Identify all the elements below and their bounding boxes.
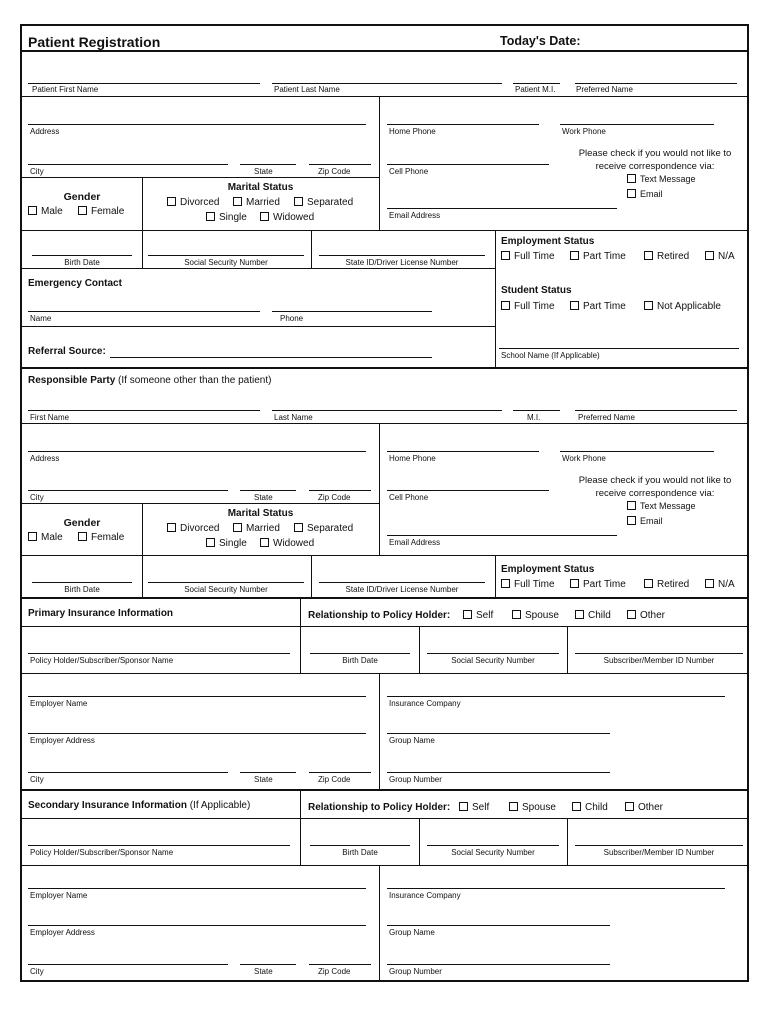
preferred-name-label: Preferred Name	[576, 85, 633, 94]
secondary-city-label: City	[30, 967, 44, 976]
divider	[22, 230, 749, 231]
rp-emp-na-option[interactable]	[705, 579, 735, 591]
ssn-label: Social Security Number	[184, 258, 268, 267]
secondary-child-option[interactable]	[572, 802, 608, 814]
divider	[567, 626, 568, 673]
male-label: Male	[41, 532, 63, 543]
rp-marital-status-heading: Marital Status	[227, 508, 294, 519]
rp-state-id-label: State ID/Driver License Number	[345, 585, 459, 594]
text-message-option[interactable]	[627, 174, 696, 185]
emp-part-time-option[interactable]	[570, 251, 626, 263]
part-time-label: Part Time	[583, 251, 626, 262]
rp-single-option[interactable]	[206, 538, 247, 550]
divider	[379, 423, 380, 555]
rp-last-name-field[interactable]	[272, 410, 502, 411]
single-label: Single	[219, 538, 247, 549]
school-name-label: School Name (If Applicable)	[501, 351, 600, 360]
email-label: Email	[640, 189, 663, 199]
female-label: Female	[91, 532, 125, 543]
secondary-zip-label: Zip Code	[318, 967, 351, 976]
emergency-contact-heading: Emergency Contact	[28, 278, 122, 289]
email-label: Email	[640, 516, 663, 526]
secondary-heading-text: Secondary Insurance Information	[28, 800, 187, 811]
rp-email-address-field[interactable]	[387, 535, 617, 536]
cell-phone-label: Cell Phone	[389, 167, 429, 176]
responsible-heading-text: Responsible Party	[28, 375, 116, 386]
checkbox[interactable]	[28, 532, 37, 541]
checkbox[interactable]	[167, 523, 176, 532]
secondary-relationship-label: Relationship to Policy Holder:	[308, 802, 451, 813]
rp-email-address-label: Email Address	[389, 538, 441, 547]
last-name-label: Patient Last Name	[274, 85, 340, 94]
marital-status-heading: Marital Status	[227, 182, 294, 193]
single-option[interactable]	[206, 212, 247, 224]
divorced-label: Divorced	[180, 197, 220, 208]
secondary-group-number-field[interactable]	[387, 964, 610, 965]
checkbox[interactable]	[644, 301, 653, 310]
student-status-heading: Student Status	[501, 285, 572, 296]
checkbox[interactable]	[167, 197, 176, 206]
checkbox[interactable]	[459, 802, 468, 811]
home-phone-label: Home Phone	[389, 127, 436, 136]
primary-policy-holder-field[interactable]	[28, 653, 290, 654]
primary-group-name-label: Group Name	[389, 736, 435, 745]
checkbox[interactable]	[206, 538, 215, 547]
rp-male-option[interactable]	[28, 532, 63, 544]
referral-source-field[interactable]	[110, 357, 432, 358]
referral-source-label: Referral Source:	[28, 346, 106, 357]
checkbox[interactable]	[501, 579, 510, 588]
secondary-employer-address-field[interactable]	[28, 925, 366, 926]
rp-first-name-field[interactable]	[28, 410, 260, 411]
responsible-heading-note: (If someone other than the patient)	[118, 375, 272, 386]
married-label: Married	[246, 197, 280, 208]
secondary-self-option[interactable]	[459, 802, 489, 814]
home-phone-field[interactable]	[387, 124, 539, 125]
checkbox[interactable]	[570, 301, 579, 310]
checkbox[interactable]	[260, 212, 269, 221]
checkbox[interactable]	[233, 197, 242, 206]
birth-date-label: Birth Date	[64, 258, 100, 267]
state-id-label: State ID/Driver License Number	[345, 258, 459, 267]
checkbox[interactable]	[233, 523, 242, 532]
rp-married-option[interactable]	[233, 523, 280, 535]
primary-member-id-label: Subscriber/Member ID Number	[603, 656, 715, 665]
address-label: Address	[30, 127, 60, 136]
checkbox[interactable]	[627, 501, 636, 510]
rp-cell-phone-field[interactable]	[387, 490, 549, 491]
part-time-label: Part Time	[583, 579, 626, 590]
primary-insurance-heading: Primary Insurance Information	[28, 608, 174, 619]
divider	[22, 789, 749, 791]
zip-label: Zip Code	[318, 167, 351, 176]
checkbox[interactable]	[501, 251, 510, 260]
checkbox[interactable]	[260, 538, 269, 547]
divider	[22, 96, 749, 97]
male-option[interactable]	[28, 206, 63, 218]
primary-employer-name-field[interactable]	[28, 696, 366, 697]
secondary-ssn-label: Social Security Number	[451, 848, 535, 857]
employment-status-heading: Employment Status	[501, 236, 595, 247]
checkbox[interactable]	[206, 212, 215, 221]
page-title: Patient Registration	[28, 34, 161, 50]
primary-ssn-label: Social Security Number	[451, 656, 535, 665]
state-field[interactable]	[240, 164, 296, 165]
rp-ssn-field[interactable]	[148, 582, 304, 583]
cell-phone-field[interactable]	[387, 164, 549, 165]
rp-cell-phone-label: Cell Phone	[389, 493, 429, 502]
rp-separated-option[interactable]	[294, 523, 353, 535]
rp-last-name-label: Last Name	[274, 413, 313, 422]
correspondence-note-1: Please check if you would not like to	[578, 148, 732, 159]
registration-form	[20, 24, 749, 982]
divider	[419, 626, 420, 673]
correspondence-note-2: receive correspondence via:	[595, 161, 715, 172]
address-field[interactable]	[28, 124, 366, 125]
rp-correspondence-note-2: receive correspondence via:	[595, 488, 715, 499]
checkbox[interactable]	[512, 610, 521, 619]
primary-member-id-field[interactable]	[575, 653, 743, 654]
rp-employment-status-heading: Employment Status	[501, 564, 595, 575]
rp-emp-retired-option[interactable]	[644, 579, 689, 591]
primary-state-field[interactable]	[240, 772, 296, 773]
divider	[300, 791, 301, 865]
divider	[22, 423, 749, 424]
na-label: N/A	[718, 251, 735, 262]
divider	[495, 555, 496, 597]
primary-birth-date-field[interactable]	[310, 653, 410, 654]
secondary-state-field[interactable]	[240, 964, 296, 965]
self-label: Self	[472, 802, 490, 813]
state-id-field[interactable]	[319, 255, 485, 256]
rp-preferred-name-label: Preferred Name	[578, 413, 635, 422]
rp-zip-label: Zip Code	[318, 493, 351, 502]
rp-home-phone-label: Home Phone	[389, 454, 436, 463]
primary-policy-holder-label: Policy Holder/Subscriber/Sponsor Name	[30, 656, 174, 665]
student-full-time-option[interactable]	[501, 301, 555, 313]
divider	[142, 230, 143, 268]
primary-state-label: State	[254, 775, 273, 784]
rp-work-phone-label: Work Phone	[562, 454, 606, 463]
separated-label: Separated	[307, 197, 354, 208]
secondary-spouse-option[interactable]	[509, 802, 556, 814]
secondary-policy-holder-field[interactable]	[28, 845, 290, 846]
checkbox[interactable]	[627, 610, 636, 619]
primary-zip-label: Zip Code	[318, 775, 351, 784]
checkbox[interactable]	[294, 197, 303, 206]
widowed-label: Widowed	[273, 212, 315, 223]
secondary-city-field[interactable]	[28, 964, 228, 965]
divider	[379, 865, 380, 982]
email-address-field[interactable]	[387, 208, 617, 209]
checkbox[interactable]	[575, 610, 584, 619]
birth-date-field[interactable]	[32, 255, 132, 256]
checkbox[interactable]	[78, 206, 87, 215]
city-label: City	[30, 167, 44, 176]
rp-mi-label: M.I.	[527, 413, 541, 422]
primary-group-name-field[interactable]	[387, 733, 610, 734]
divorced-option[interactable]	[167, 197, 219, 209]
emergency-name-label: Name	[30, 314, 52, 323]
divider	[22, 818, 749, 819]
divider	[22, 177, 379, 178]
full-time-label: Full Time	[514, 579, 555, 590]
part-time-label: Part Time	[583, 301, 626, 312]
primary-employer-address-field[interactable]	[28, 733, 366, 734]
divider	[22, 673, 749, 674]
emergency-phone-label: Phone	[280, 314, 304, 323]
divider	[300, 599, 301, 673]
divider	[22, 268, 495, 269]
secondary-member-id-field[interactable]	[575, 845, 743, 846]
divider	[22, 503, 379, 504]
checkbox[interactable]	[705, 251, 714, 260]
primary-zip-field[interactable]	[309, 772, 371, 773]
divider	[379, 96, 380, 230]
rp-widowed-option[interactable]	[260, 538, 314, 550]
rp-first-name-label: First Name	[30, 413, 70, 422]
text-message-label: Text Message	[640, 501, 696, 511]
secondary-other-option[interactable]	[625, 802, 663, 814]
female-option[interactable]	[78, 206, 124, 218]
secondary-state-label: State	[254, 967, 273, 976]
self-label: Self	[476, 610, 494, 621]
retired-label: Retired	[657, 579, 690, 590]
state-label: State	[254, 167, 273, 176]
spouse-label: Spouse	[522, 802, 556, 813]
rp-state-field[interactable]	[240, 490, 296, 491]
emergency-name-field[interactable]	[28, 311, 260, 312]
married-label: Married	[246, 523, 280, 534]
rp-birth-date-label: Birth Date	[64, 585, 100, 594]
primary-other-option[interactable]	[627, 610, 665, 622]
secondary-group-name-field[interactable]	[387, 925, 610, 926]
primary-city-field[interactable]	[28, 772, 228, 773]
emp-full-time-option[interactable]	[501, 251, 555, 263]
primary-group-number-label: Group Number	[389, 775, 442, 784]
last-name-field[interactable]	[272, 83, 502, 84]
checkbox[interactable]	[28, 206, 37, 215]
checkbox[interactable]	[570, 579, 579, 588]
mi-field[interactable]	[513, 83, 560, 84]
rp-female-option[interactable]	[78, 532, 124, 544]
child-label: Child	[588, 610, 611, 621]
rp-city-field[interactable]	[28, 490, 228, 491]
school-name-field[interactable]	[499, 348, 739, 349]
full-time-label: Full Time	[514, 251, 555, 262]
primary-group-number-field[interactable]	[387, 772, 610, 773]
widowed-label: Widowed	[273, 538, 315, 549]
mi-label: Patient M.I.	[515, 85, 556, 94]
rp-work-phone-field[interactable]	[560, 451, 714, 452]
primary-employer-name-label: Employer Name	[30, 699, 88, 708]
divider	[22, 50, 749, 52]
primary-spouse-option[interactable]	[512, 610, 559, 622]
female-label: Female	[91, 206, 125, 217]
not-applicable-label: Not Applicable	[657, 301, 721, 312]
secondary-policy-holder-label: Policy Holder/Subscriber/Sponsor Name	[30, 848, 174, 857]
rp-divorced-option[interactable]	[167, 523, 219, 535]
retired-label: Retired	[657, 251, 690, 262]
checkbox[interactable]	[705, 579, 714, 588]
divider	[311, 230, 312, 268]
secondary-employer-name-label: Employer Name	[30, 891, 88, 900]
secondary-employer-name-field[interactable]	[28, 888, 366, 889]
other-label: Other	[640, 610, 666, 621]
secondary-insurance-company-field[interactable]	[387, 888, 725, 889]
ssn-field[interactable]	[148, 255, 304, 256]
rp-home-phone-field[interactable]	[387, 451, 539, 452]
divider	[495, 230, 496, 367]
rp-address-label: Address	[30, 454, 60, 463]
email-address-label: Email Address	[389, 211, 441, 220]
divider	[419, 818, 420, 865]
separated-label: Separated	[307, 523, 354, 534]
rp-gender-heading: Gender	[63, 517, 101, 529]
rp-state-id-field[interactable]	[319, 582, 485, 583]
checkbox[interactable]	[625, 802, 634, 811]
student-not-applicable-option[interactable]	[644, 301, 721, 313]
rp-state-label: State	[254, 493, 273, 502]
primary-child-option[interactable]	[575, 610, 611, 622]
first-name-label: Patient First Name	[32, 85, 99, 94]
emp-na-option[interactable]	[705, 251, 735, 263]
city-field[interactable]	[28, 164, 228, 165]
divider	[22, 597, 749, 599]
secondary-birth-date-field[interactable]	[310, 845, 410, 846]
divider	[567, 818, 568, 865]
primary-city-label: City	[30, 775, 44, 784]
primary-self-option[interactable]	[463, 610, 493, 622]
zip-field[interactable]	[309, 164, 371, 165]
divider	[142, 555, 143, 597]
married-option[interactable]	[233, 197, 280, 209]
work-phone-field[interactable]	[560, 124, 714, 125]
rp-preferred-name-field[interactable]	[575, 410, 737, 411]
responsible-party-heading	[28, 375, 271, 387]
secondary-group-number-label: Group Number	[389, 967, 442, 976]
rp-address-field[interactable]	[28, 451, 366, 452]
secondary-heading-note: (If Applicable)	[189, 800, 251, 811]
single-label: Single	[219, 212, 247, 223]
divider	[22, 865, 749, 866]
checkbox[interactable]	[644, 579, 653, 588]
rp-correspondence-note-1: Please check if you would not like to	[578, 475, 732, 486]
rp-zip-field[interactable]	[309, 490, 371, 491]
rp-text-message-option[interactable]	[627, 501, 696, 512]
checkbox[interactable]	[294, 523, 303, 532]
widowed-option[interactable]	[260, 212, 314, 224]
secondary-group-name-label: Group Name	[389, 928, 435, 937]
checkbox[interactable]	[501, 301, 510, 310]
primary-birth-date-label: Birth Date	[342, 656, 378, 665]
text-message-label: Text Message	[640, 174, 696, 184]
preferred-name-field[interactable]	[575, 83, 737, 84]
secondary-employer-address-label: Employer Address	[30, 928, 95, 937]
rp-ssn-label: Social Security Number	[184, 585, 268, 594]
secondary-insurance-heading	[28, 800, 250, 812]
secondary-member-id-label: Subscriber/Member ID Number	[603, 848, 715, 857]
checkbox[interactable]	[627, 174, 636, 183]
checkbox[interactable]	[627, 516, 636, 525]
email-option[interactable]	[627, 189, 663, 200]
divider	[22, 626, 749, 627]
rp-emp-full-time-option[interactable]	[501, 579, 555, 591]
primary-ssn-field[interactable]	[427, 653, 559, 654]
divorced-label: Divorced	[180, 523, 220, 534]
divider	[379, 673, 380, 789]
divider	[311, 555, 312, 597]
checkbox[interactable]	[627, 189, 636, 198]
emp-retired-option[interactable]	[644, 251, 689, 263]
rp-emp-part-time-option[interactable]	[570, 579, 626, 591]
secondary-zip-field[interactable]	[309, 964, 371, 965]
secondary-insurance-company-label: Insurance Company	[389, 891, 461, 900]
child-label: Child	[585, 802, 608, 813]
divider	[22, 555, 749, 556]
separated-option[interactable]	[294, 197, 353, 209]
checkbox[interactable]	[463, 610, 472, 619]
gender-heading: Gender	[63, 191, 101, 203]
divider	[22, 367, 749, 369]
secondary-ssn-field[interactable]	[427, 845, 559, 846]
first-name-field[interactable]	[28, 83, 260, 84]
checkbox[interactable]	[78, 532, 87, 541]
spouse-label: Spouse	[525, 610, 559, 621]
checkbox[interactable]	[570, 251, 579, 260]
checkbox[interactable]	[644, 251, 653, 260]
divider	[22, 326, 495, 327]
primary-insurance-company-field[interactable]	[387, 696, 725, 697]
work-phone-label: Work Phone	[562, 127, 606, 136]
secondary-birth-date-label: Birth Date	[342, 848, 378, 857]
checkbox[interactable]	[572, 802, 581, 811]
rp-birth-date-field[interactable]	[32, 582, 132, 583]
primary-relationship-label: Relationship to Policy Holder:	[308, 610, 451, 621]
primary-employer-address-label: Employer Address	[30, 736, 95, 745]
full-time-label: Full Time	[514, 301, 555, 312]
rp-mi-field[interactable]	[513, 410, 560, 411]
emergency-phone-field[interactable]	[272, 311, 432, 312]
student-part-time-option[interactable]	[570, 301, 626, 313]
checkbox[interactable]	[509, 802, 518, 811]
rp-email-option[interactable]	[627, 516, 663, 527]
other-label: Other	[638, 802, 664, 813]
todays-date-label: Today's Date:	[500, 34, 581, 48]
na-label: N/A	[718, 579, 735, 590]
male-label: Male	[41, 206, 63, 217]
primary-insurance-company-label: Insurance Company	[389, 699, 461, 708]
rp-city-label: City	[30, 493, 44, 502]
